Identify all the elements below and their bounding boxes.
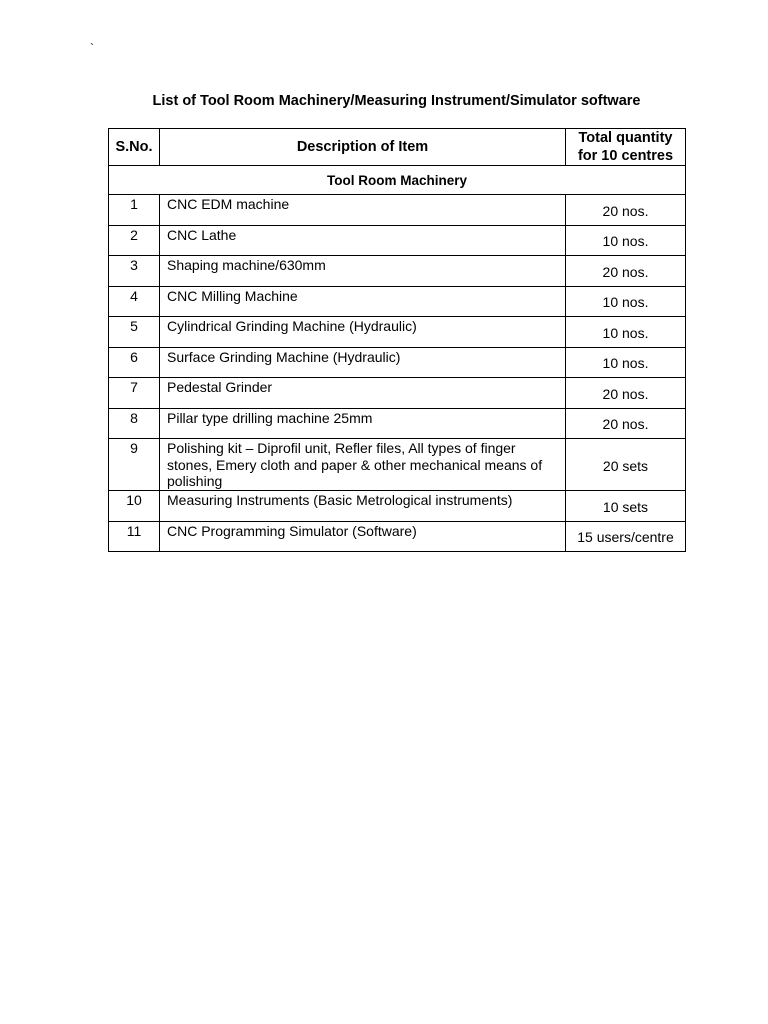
- items-table: [108, 128, 686, 552]
- row-sno: 1: [109, 195, 160, 226]
- header-quantity: [566, 129, 686, 166]
- table-row: [109, 521, 686, 552]
- row-quantity: 10 nos.: [566, 286, 686, 317]
- row-quantity: 20 sets: [566, 439, 686, 491]
- row-description: CNC Lathe: [160, 225, 566, 256]
- table-row: [109, 256, 686, 287]
- row-sno: 3: [109, 256, 160, 287]
- row-sno: 11: [109, 521, 160, 552]
- row-description: Surface Grinding Machine (Hydraulic): [160, 347, 566, 378]
- row-description: Measuring Instruments (Basic Metrological instruments): [160, 491, 566, 522]
- table-row: [109, 195, 686, 226]
- document-title: List of Tool Room Machinery/Measuring Instrument/Simulator software: [152, 93, 641, 109]
- row-quantity: 10 nos.: [566, 317, 686, 348]
- row-quantity: 10 nos.: [566, 225, 686, 256]
- row-sno: 4: [109, 286, 160, 317]
- row-quantity: 15 users/centre: [566, 521, 686, 552]
- section-heading-row: [109, 166, 686, 195]
- row-sno: 9: [109, 439, 160, 491]
- row-description: CNC EDM machine: [160, 195, 566, 226]
- row-quantity: 20 nos.: [566, 408, 686, 439]
- row-description: CNC Milling Machine: [160, 286, 566, 317]
- row-quantity: 10 sets: [566, 491, 686, 522]
- table-row: [109, 286, 686, 317]
- header-description: Description of Item: [160, 129, 566, 166]
- row-sno: 7: [109, 378, 160, 409]
- header-quantity-line1: Total quantity: [578, 130, 673, 146]
- row-sno: 8: [109, 408, 160, 439]
- section-heading: Tool Room Machinery: [109, 166, 686, 195]
- row-description: Pillar type drilling machine 25mm: [160, 408, 566, 439]
- header-sno: S.No.: [109, 129, 160, 166]
- table-row: [109, 347, 686, 378]
- row-description: CNC Programming Simulator (Software): [160, 521, 566, 552]
- table-row: [109, 439, 686, 491]
- table-row: [109, 225, 686, 256]
- row-sno: 6: [109, 347, 160, 378]
- header-quantity-line2: for 10 centres: [577, 148, 674, 164]
- table-row: [109, 317, 686, 348]
- row-description: Shaping machine/630mm: [160, 256, 566, 287]
- row-quantity: 20 nos.: [566, 378, 686, 409]
- table-row: [109, 378, 686, 409]
- row-quantity: 10 nos.: [566, 347, 686, 378]
- row-sno: 10: [109, 491, 160, 522]
- row-description: Cylindrical Grinding Machine (Hydraulic): [160, 317, 566, 348]
- stray-mark: `: [90, 41, 94, 55]
- table-row: [109, 408, 686, 439]
- row-sno: 5: [109, 317, 160, 348]
- row-sno: 2: [109, 225, 160, 256]
- row-description: Polishing kit – Diprofil unit, Refler files, All types of finger stones, Emery cloth and paper & other mechanical means of polishing: [160, 439, 566, 491]
- table-header-row: [109, 129, 686, 166]
- row-description: Pedestal Grinder: [160, 378, 566, 409]
- row-quantity: 20 nos.: [566, 195, 686, 226]
- row-quantity: 20 nos.: [566, 256, 686, 287]
- table-row: [109, 491, 686, 522]
